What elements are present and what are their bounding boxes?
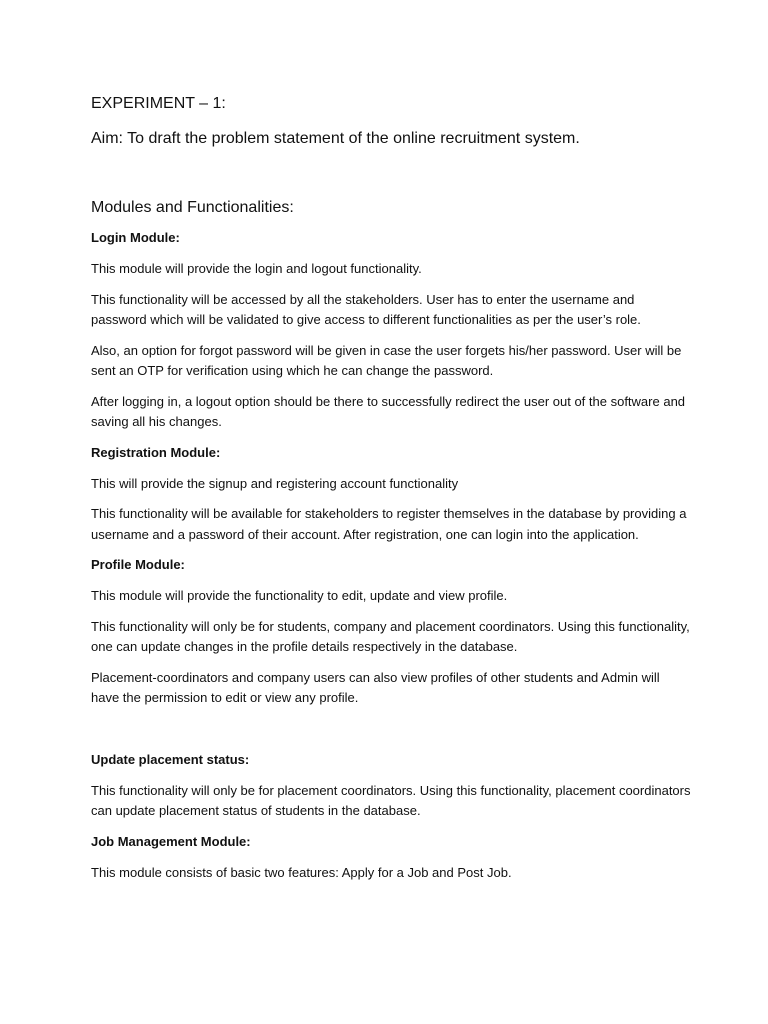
job-management-module-paragraph: This module consists of basic two features: Apply for a Job and Post Job. [91, 864, 512, 880]
login-module-paragraph: This functionality will be accessed by all the stakeholders. User has to enter the username and password which will be validated to give access to different functionalities as per the user’s role. [91, 291, 641, 327]
profile-module-paragraph: Placement-coordinators and company users can also view profiles of other students and Admin will have the permission to edit or view any profile. [91, 669, 660, 705]
document-body [91, 94, 691, 893]
placement-status-paragraph: This functionality will only be for placement coordinators. Using this functionality, placement coordinators can update placement status of students in the database. [91, 782, 691, 818]
profile-module-paragraph: This module will provide the functionality to edit, update and view profile. [91, 588, 508, 603]
login-module-paragraph: After logging in, a logout option should be there to successfully redirect the user out of the software and saving all his changes. [91, 393, 686, 429]
login-module-paragraph: Also, an option for forgot password will be given in case the user forgets his/her password. User will be sent an OTP for verification using which he can change the password. [91, 342, 682, 378]
login-module-paragraph: This module will provide the login and logout functionality. [91, 261, 422, 276]
login-module-heading: Login Module: [91, 230, 180, 245]
profile-module-heading: Profile Module: [91, 557, 185, 572]
aim-statement: Aim: To draft the problem statement of the online recruitment system. [91, 130, 580, 147]
registration-module-heading: Registration Module: [91, 444, 221, 460]
registration-module-paragraph: This functionality will be available for stakeholders to register themselves in the database by providing a username and a password of their account. After registration, one can login into the application. [91, 506, 687, 542]
experiment-title: EXPERIMENT – 1: [91, 95, 226, 112]
job-management-module-heading: Job Management Module: [91, 833, 251, 849]
profile-module-paragraph: This functionality will only be for students, company and placement coordinators. Using this functionality, one can update changes in the profile details respectively in the database. [91, 618, 690, 654]
placement-status-heading: Update placement status: [91, 751, 250, 767]
modules-section-heading: Modules and Functionalities: [91, 199, 294, 216]
registration-module-paragraph: This will provide the signup and registering account functionality [91, 475, 459, 491]
